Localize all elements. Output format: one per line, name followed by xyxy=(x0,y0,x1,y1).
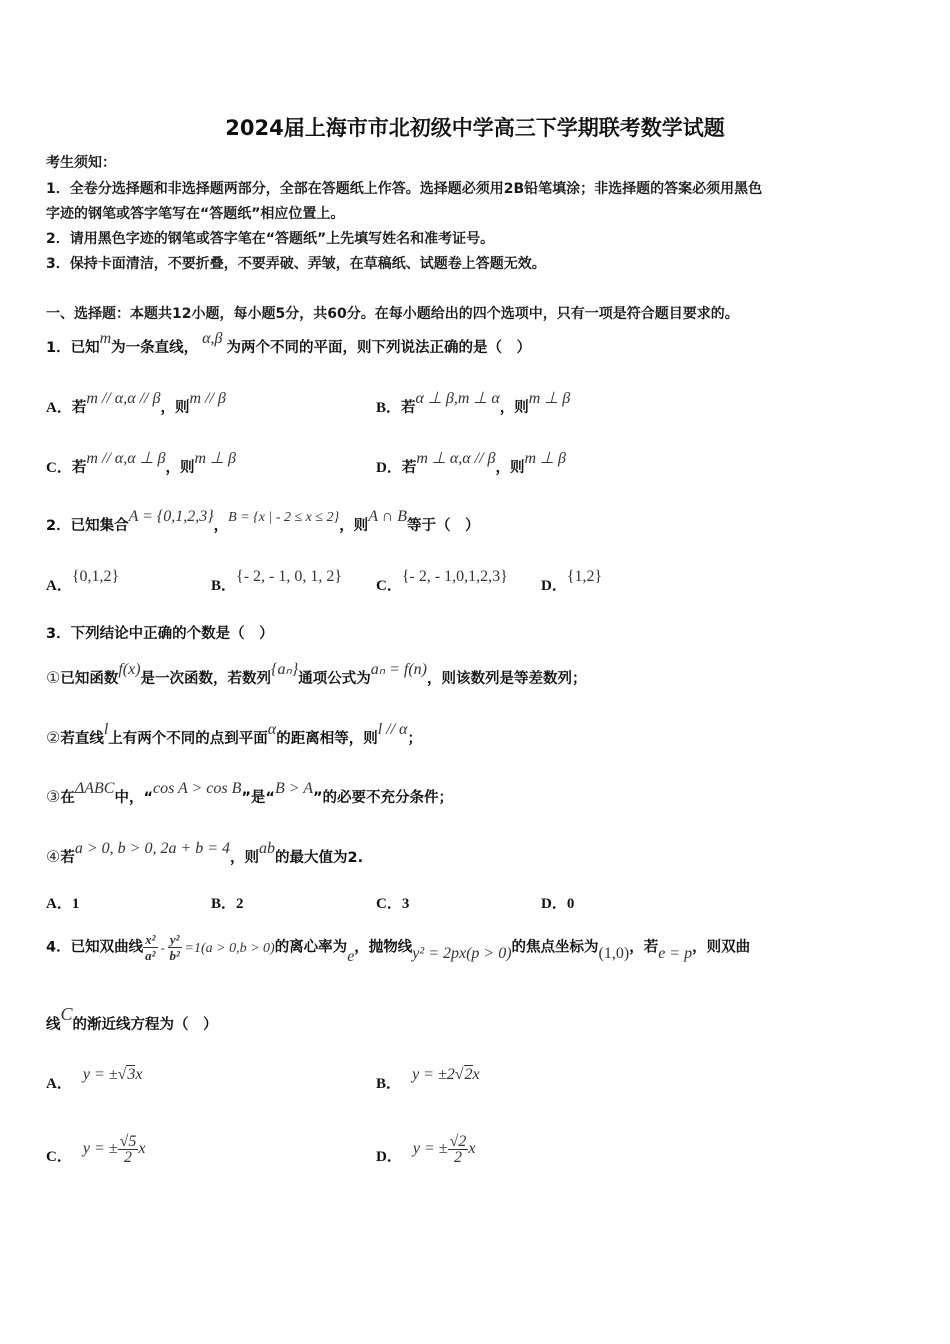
math-inline: m ⊥ α,α // β xyxy=(416,450,496,467)
question-number: 4． xyxy=(46,939,71,956)
math-inline: l // α xyxy=(377,721,408,738)
math-inline: m ⊥ β xyxy=(524,450,566,467)
question-4-continued: 线C的渐近线方程为（ ） xyxy=(46,1004,218,1033)
math-inline: m // α,α ⊥ β xyxy=(86,450,166,467)
option-d[interactable]: D．若m ⊥ α,α // β，则m ⊥ β xyxy=(376,450,566,476)
math-inline: ΔABC xyxy=(74,780,115,797)
option-c[interactable]: C．{- 2, - 1,0,1,2,3} xyxy=(376,568,508,594)
question-number: 1． xyxy=(46,340,71,356)
math-inline: m xyxy=(99,330,112,347)
math-inline: m ⊥ β xyxy=(528,390,571,407)
option-b[interactable]: B．{- 2, - 1, 0, 1, 2} xyxy=(211,568,343,594)
math-inline: y = ±√3x xyxy=(82,1066,143,1083)
fraction-x2-a2: $\frac{\text{x²}}{\text{a²}}$ xyxy=(145,932,156,963)
math-inline: e = p xyxy=(658,944,693,962)
math-inline: m // β xyxy=(189,390,226,407)
math-inline: a > 0, b > 0, 2a + b = 4 xyxy=(74,840,231,857)
notice-item: 2．请用黑色字迹的钢笔或答字笔在“答题纸”上先填写姓名和准考证号。 xyxy=(46,231,495,247)
notice-heading: 考生须知： xyxy=(46,155,116,171)
math-inline: (1,0) xyxy=(598,944,630,962)
math-inline: A ∩ B xyxy=(368,508,407,525)
statement-3: ③在ΔABC中，“cos A > cos B”是“B > A”的必要不充分条件； xyxy=(46,780,454,806)
math-inline: m ⊥ β xyxy=(194,450,236,467)
statement-2: ②若直线l上有两个不同的点到平面α的距离相等，则l // α； xyxy=(46,721,422,747)
question-number: 3． xyxy=(46,626,71,642)
math-inline: e xyxy=(347,947,355,965)
option-c[interactable]: C．若m // α,α ⊥ β，则m ⊥ β xyxy=(46,450,236,476)
notice-item: 字迹的钢笔或答字笔写在“答题纸”相应位置上。 xyxy=(46,206,345,222)
math-inline: C xyxy=(60,1004,73,1024)
math-inline: A = {0,1,2,3} xyxy=(128,508,214,525)
math-inline: α xyxy=(267,721,277,738)
option-a[interactable]: A．若m // α,α // β，则m // β xyxy=(46,390,226,416)
math-inline: {1,2} xyxy=(566,568,603,585)
math-inline: {- 2, - 1,0,1,2,3} xyxy=(401,568,508,585)
math-inline: B > A xyxy=(274,780,314,797)
question-3: 3．下列结论中正确的个数是（ ） xyxy=(46,626,274,642)
math-inline: α,β xyxy=(202,330,223,347)
question-number: 2． xyxy=(46,518,71,534)
question-4: 4．已知双曲线 $\frac{\text{x²}}{\text{a²}}$ - $\frac{\text{y²}}{\text{b²}}$ =1(a > 0,b > 0)的离心率为e，抛物线y² = 2px(p > 0)的焦点坐标为(1,0)，若e = p，则双曲 xyxy=(46,932,751,965)
math-inline: y² = 2px(p > 0) xyxy=(412,944,512,962)
math-inline: m // α,α // β xyxy=(86,390,161,407)
fraction-y2-b2: $\frac{\text{y²}}{\text{b²}}$ xyxy=(169,932,180,963)
math-inline: ab xyxy=(259,840,276,857)
math-inline: y = ±2√2x xyxy=(412,1066,480,1083)
option-c[interactable]: C．3 xyxy=(376,896,410,912)
option-b[interactable]: B． y = ±2√2x xyxy=(376,1066,480,1092)
section-heading: 一、选择题：本题共12小题，每小题5分，共60分。在每小题给出的四个选项中，只有一项是符合题目要求的。 xyxy=(46,306,739,322)
math-inline: B = {x | - 2 ≤ x ≤ 2} xyxy=(228,510,340,525)
option-d[interactable]: D．{1,2} xyxy=(541,568,603,594)
statement-1: ①已知函数f(x)是一次函数，若数列{aₙ}通项公式为aₙ = f(n)，则该数列是等差数列； xyxy=(46,661,587,687)
math-inline: cos A > cos B xyxy=(152,780,242,797)
math-inline: {aₙ} xyxy=(271,661,299,678)
question-1: 1．已知m为一条直线，α,β为两个不同的平面，则下列说法正确的是（ ） xyxy=(46,330,532,356)
question-2: 2．已知集合A = {0,1,2,3}，B = {x | - 2 ≤ x ≤ 2}，则A ∩ B等于（ ） xyxy=(46,508,480,534)
math-inline: {- 2, - 1, 0, 1, 2} xyxy=(236,568,343,585)
statement-4: ④若a > 0, b > 0, 2a + b = 4，则ab的最大值为2. xyxy=(46,840,364,866)
math-inline: y = ± $\frac{√5}{2}$ x xyxy=(82,1133,146,1166)
option-c[interactable]: C． y = ± $\frac{√5}{2}$ x xyxy=(46,1133,146,1166)
option-b[interactable]: B．2 xyxy=(211,896,244,912)
option-a[interactable]: A． y = ±√3x xyxy=(46,1066,143,1092)
math-inline: {0,1,2} xyxy=(71,568,120,585)
option-a[interactable]: A．1 xyxy=(46,896,80,912)
math-inline: aₙ = f(n) xyxy=(370,661,427,678)
math-inline: l xyxy=(103,721,109,738)
page-title: 2024届上海市市北初级中学高三下学期联考数学试题 xyxy=(225,116,725,140)
option-b[interactable]: B．若α ⊥ β,m ⊥ α，则m ⊥ β xyxy=(376,390,571,416)
math-inline: α ⊥ β,m ⊥ α xyxy=(415,390,500,407)
notice-item: 1．全卷分选择题和非选择题两部分，全部在答题纸上作答。选择题必须用2B铅笔填涂；非选择题的答案必须用黑色 xyxy=(46,181,763,197)
math-inline: =1(a > 0,b > 0) xyxy=(184,940,275,956)
option-d[interactable]: D． y = ± $\frac{√2}{2}$ x xyxy=(376,1133,476,1166)
notice-item: 3．保持卡面清洁，不要折叠，不要弄破、弄皱，在草稿纸、试题卷上答题无效。 xyxy=(46,256,546,272)
math-inline: f(x) xyxy=(118,661,141,678)
option-a[interactable]: A．{0,1,2} xyxy=(46,568,120,594)
option-d[interactable]: D．0 xyxy=(541,896,575,912)
math-inline: y = ± $\frac{√2}{2}$ x xyxy=(412,1133,476,1166)
